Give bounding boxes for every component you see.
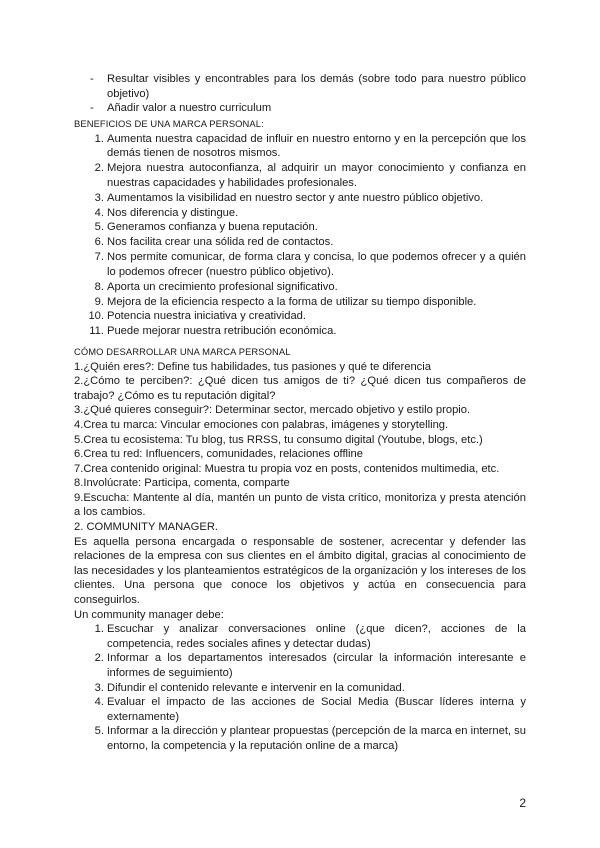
- develop-steps: [74, 360, 526, 521]
- list-item: 3.¿Qué quieres conseguir?: Determinar sector, mercado objetivo y estilo propio.: [74, 404, 471, 417]
- list-item: 5. Generamos confianza y buena reputación.: [94, 221, 318, 234]
- list-item: 6.Crea tu red: Influencers, comunidades, relaciones offline: [74, 448, 363, 461]
- dash-bullet: -: [90, 73, 94, 85]
- list-item: 2. Informar a los departamentos interesados (circular la información interesante e informes de seguimiento): [94, 652, 526, 680]
- list-item: 2.¿Cómo te perciben?: ¿Qué dicen tus amigos de ti? ¿Qué dicen tus compañeros de trabajo? ¿Cómo es tu reputación digital?: [74, 375, 526, 402]
- list-item: 6. Nos facilita crear una sólida red de contactos.: [94, 236, 334, 249]
- list-item: 5. Informar a la dirección y plantear propuestas (percepción de la marca en internet, su entorno, la competencia y la reputación online de a marca): [94, 725, 526, 752]
- list-item: 2. Mejora nuestra autoconfianza, al adquirir un mayor conocimiento y confianza en nuestras capacidades y habilidades profesionales.: [94, 162, 526, 189]
- page-number: 2: [519, 796, 526, 810]
- community-manager-title: 2. COMMUNITY MANAGER.: [74, 521, 219, 534]
- list-item: 1. Escuchar y analizar conversaciones online (¿que dicen?, acciones de la competencia, redes sociales afines y detectar dudas): [94, 623, 526, 650]
- list-item: 11. Puede mejorar nuestra retribución económica.: [89, 325, 337, 338]
- list-item: 8.Involúcrate: Participa, comenta, comparte: [74, 477, 290, 490]
- dash-bullet: -: [90, 102, 94, 115]
- list-item: 7.Crea contenido original: Muestra tu propia voz en posts, contenidos multimedia, etc.: [74, 462, 500, 475]
- list-item: 9.Escucha: Mantente al día, mantén un punto de vista crítico, monitoriza y presta atención a los cambios.: [74, 491, 526, 519]
- intro-bullet-list: [74, 72, 526, 116]
- list-item: 10. Potencia nuestra iniciativa y creatividad.: [88, 310, 306, 323]
- list-item: 5.Crea tu ecosistema: Tu blog, tus RRSS, tu consumo digital (Youtube, blogs, etc.): [74, 433, 483, 446]
- list-item: 1. Aumenta nuestra capacidad de influir en nuestro entorno y en la percepción que los demás tienen de nosotros mismos.: [94, 132, 526, 160]
- community-manager-intro: Un community manager debe:: [74, 608, 224, 621]
- community-manager-paragraph: Es aquella persona encargada o responsable de sostener, acrecentar y defender las relaciones de la empresa con sus clientes en el ámbito digital, gracias al conocimiento de las necesidades y los planteamientos estratégicos de la organización y los intereses de los clientes. Una persona que conoce los objetivos y actúa en consecuencia para conseguirlos.: [74, 535, 526, 607]
- list-item: 3. Difundir el contenido relevante e intervenir en la comunidad.: [94, 681, 405, 694]
- list-item: 4. Evaluar el impacto de las acciones de Social Media (Buscar líderes interna y externamente): [94, 696, 526, 723]
- list-item: - Resultar visibles y encontrables para los demás (sobre todo para nuestro público objetivo): [90, 73, 526, 100]
- benefits-list: [74, 132, 526, 339]
- list-item: 7. Nos permite comunicar, de forma clara y concisa, lo que podemos ofrecer y a quién lo podemos ofrecer (nuestro público objetivo).: [94, 251, 526, 278]
- list-item: 3. Aumentamos la visibilidad en nuestro sector y ante nuestro público objetivo.: [94, 191, 484, 204]
- list-item: 4. Nos diferencia y distingue.: [94, 206, 239, 219]
- list-item: 8. Aporta un crecimiento profesional significativo.: [94, 280, 338, 293]
- benefits-heading: BENEFICIOS DE UNA MARCA PERSONAL:: [74, 117, 264, 129]
- develop-heading: CÓMO DESARROLLAR UNA MARCA PERSONAL: [74, 345, 291, 357]
- community-manager-duties: [74, 622, 526, 753]
- page-body: [74, 72, 526, 754]
- list-item: 4.Crea tu marca: Vincular emociones con palabras, imágenes y storytelling.: [74, 418, 449, 431]
- list-item: - Añadir valor a nuestro curriculum: [90, 102, 272, 115]
- list-item: 1.¿Quién eres?: Define tus habilidades, tus pasiones y qué te diferencia: [74, 360, 431, 373]
- list-item: 9. Mejora de la eficiencia respecto a la forma de utilizar su tiempo disponible.: [94, 295, 477, 308]
